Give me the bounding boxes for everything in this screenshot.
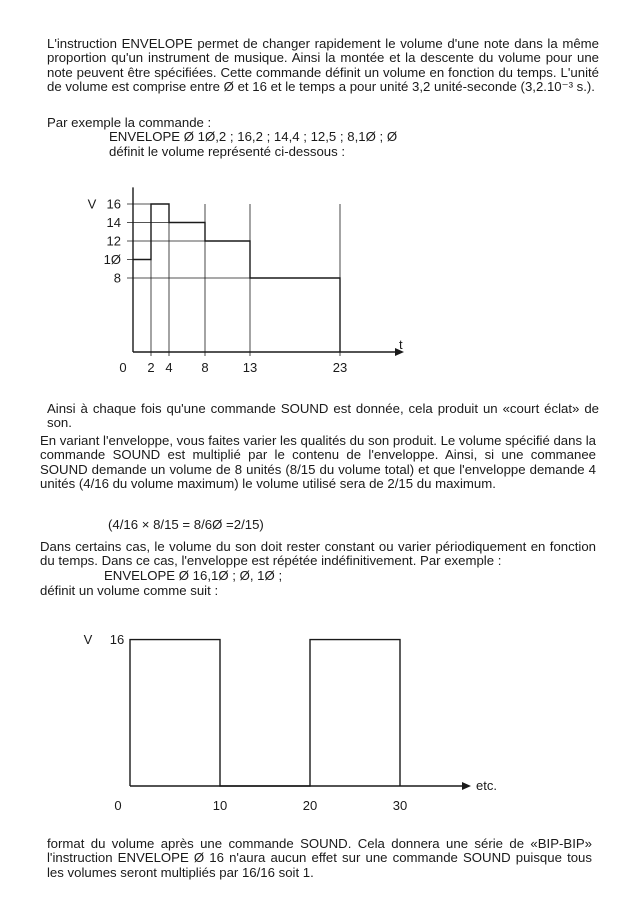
format-paragraph: format du volume après une commande SOUND. Cela donnera une série de «BIP-BIP» l'instruction ENVELOPE Ø 16 n'aura aucun effet sur une commande SOUND puisque tous les volumes seront multipliés par 16/16 soit 1. xyxy=(47,836,592,880)
vary-paragraph: En variant l'enveloppe, vous faites varier les qualités du son produit. Le volume spécifié dans la commande SOUND est multiplié par le contenu de l'enveloppe. Ainsi, si une commanee SOUND demande un volume de 8 unités (8/15 du volume total) et que l'enveloppe demande 4 unités (4/16 du volume maximum) le volume utilisé sera de 2/15 du maximum. xyxy=(40,433,596,492)
formula: (4/16 × 8/15 = 8/6Ø =2/15) xyxy=(108,517,264,532)
x-axis-label: t xyxy=(399,337,403,352)
x-tick-label: 4 xyxy=(165,360,173,375)
y-axis-label: V xyxy=(83,632,93,648)
x-tick-label: 20 xyxy=(302,798,318,813)
intro-paragraph: L'instruction ENVELOPE permet de changer rapidement le volume d'une note dans la même proportion qu'un instrument de musique. Ainsi la montée et la descente du volume pour une note peuvent être spécifiées. Cette commande définit un volume en fonction du temps. L'unité de volume est comprise entre Ø et 16 et le temps a pour unité 3,2 unité-seconde (3,2.10⁻³ s.). xyxy=(47,36,599,95)
x-axis-arrow xyxy=(462,782,471,790)
y-tick-label: 16 xyxy=(109,632,125,648)
x-tick-label: 8 xyxy=(201,360,209,375)
envelope-line xyxy=(130,640,400,786)
x-tick-label: 0 xyxy=(114,798,122,813)
example2-command: ENVELOPE Ø 16,1Ø ; Ø, 1Ø ; xyxy=(104,568,283,583)
y-tick-label: 8 xyxy=(113,270,121,286)
sound-paragraph: Ainsi à chaque fois qu'une commande SOUND est donnée, cela produit un «court éclat» de son. xyxy=(47,401,599,431)
envelope-chart-2 xyxy=(0,620,640,820)
x-tick-label: 23 xyxy=(332,360,348,375)
x-tick-label: 30 xyxy=(392,798,408,813)
example-intro: Par exemple la commande : xyxy=(47,115,212,130)
y-tick-label: 14 xyxy=(106,215,121,230)
x-axis-end-label: etc. xyxy=(476,778,497,793)
example-command: ENVELOPE Ø 1Ø,2 ; 16,2 ; 14,4 ; 12,5 ; 8,1Ø ; Ø xyxy=(109,129,398,144)
x-tick-label: 0 xyxy=(119,360,127,375)
x-tick-label: 13 xyxy=(242,360,258,375)
y-tick-label: 16 xyxy=(106,196,121,212)
example-description: définit le volume représenté ci-dessous : xyxy=(109,144,346,159)
envelope-chart-1 xyxy=(0,180,640,420)
constant-paragraph: Dans certains cas, le volume du son doit rester constant ou varier périodiquement en fonction du temps. Dans ce cas, l'enveloppe est répétée indéfinitivement. Par exemple : xyxy=(40,539,596,569)
x-tick-label: 2 xyxy=(147,360,155,375)
example2-description: définit un volume comme suit : xyxy=(40,583,219,598)
y-tick-label: 1Ø xyxy=(103,252,121,267)
y-tick-label: 12 xyxy=(106,233,121,249)
y-axis-label: V xyxy=(87,196,97,212)
x-tick-label: 10 xyxy=(212,798,228,813)
